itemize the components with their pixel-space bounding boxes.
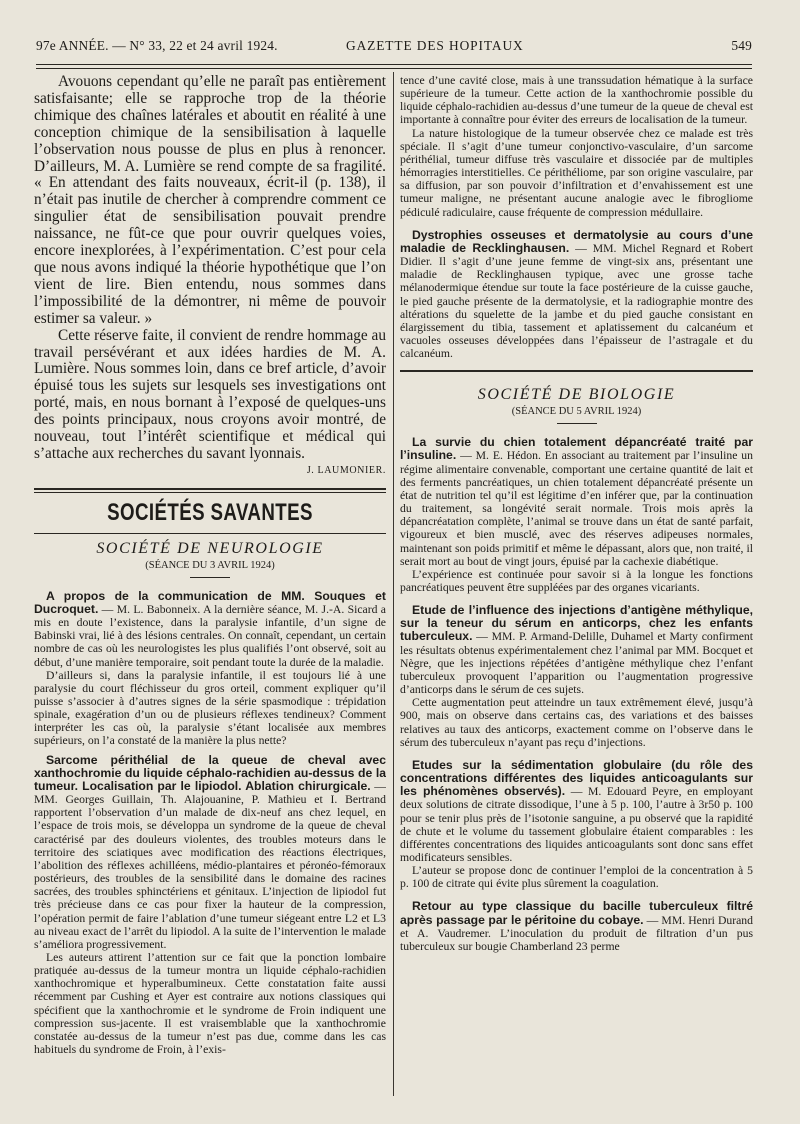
report-paragraph: Dystrophies osseuses et dermatolysie au cours d’une maladie de Recklinghausen. — MM. Michel Regnard et Robert Didier. Il s’agit d’une jeune femme de vingt-six ans, présentant une maladie de Recklinghausen typique, avec une grosse tache mélanodermique étendue sur toute la face postérieure de la cuisse gauche, le pied gauche présente de la dermatolysie, et la radiographie montre des altérations du squelette de la jambe et du pied gauche consistant en élargissement du tibia, tassement et aplatissement du calcanéum et vacuoles osseuses développées dans l’épaisseur de l’astragale et du calcanéum.	[400, 227, 753, 361]
section-rule-thin	[34, 533, 386, 534]
report-title: Sarcome périthélial de la queue de cheval avec xanthochromie du liquide céphalo-rachidien au-dessus de la tumeur. Localisation par le lipiodol. Ablation chirurgicale.	[34, 752, 386, 793]
report-title: Retour au type classique du bacille tuberculeux filtré après passage par le péritoine du cobaye.	[400, 899, 753, 927]
issue-info: 97e ANNÉE. — N° 33, 22 et 24 avril 1924.	[36, 38, 278, 53]
society-reports	[34, 590, 386, 1056]
section-rule-thin	[34, 492, 386, 493]
report-paragraph: Etude de l’influence des injections d’antigène méthylique, sur la teneur du sérum en anticorps, chez les enfants tuberculeux. — MM. P. Armand-Delille, Duhamel et Marty confirment les résultats obtenus expérimentalement chez l’animal par MM. Bocquet et Nègre, que les injections répétées d’antigène méthylique chez l’enfant tuberculeux provoquent l’apparition ou l’augmentation progressive d’anticorps dans le sérum de ces sujets.	[400, 603, 753, 697]
society-title: SOCIÉTÉ DE BIOLOGIE	[477, 386, 676, 404]
header-rule	[36, 64, 752, 65]
paragraph: D’ailleurs si, dans la paralysie infantile, il est toujours lié à une paralysie du court fléchisseur du gros orteil, comment expliquer qu’il puisse s’associer à d’autres signes de la série spasmodique : trépidation spinale, exagération d’un ou de plusieurs réflexes tendineux? Comment interpréter les cas où, la paralysie s’étant localisée aux membres supérieurs, on l’a constaté de la manière la plus nette?	[34, 668, 386, 748]
report-paragraph: La survie du chien totalement dépancréaté traité par l’insuline. — M. E. Hédon. En associant au traitement par l’insuline un régime alimentaire convenable, comportant une certaine quantité de lait et des ferments pancréatiques, un chien totalement dépancréaté présente un état de nutrition tel qu’il est légitime d’en inférer que, par la continuation du traitement, sa longévité serait normale. Trois mois après la dépancréatation complète, l’animal se trouve dans un état de santé parfait, vigoureux et bien musclé, avec des réserves adipeuses normales, maintenant son poids primitif et même le dépassant, alors que, non traité, il serait mort au bout de vingt jours, épuisé par la cachexie diabétique.	[400, 435, 753, 568]
report-title: Etude de l’influence des injections d’antigène méthylique, sur la teneur du sérum en anticorps, chez les enfants tuberculeux.	[400, 603, 753, 644]
paragraph: Les auteurs attirent l’attention sur ce fait que la ponction lombaire pratiquée au-dessus de la tumeur montra un liquide céphalo-rachidien xanthochromique et hyperalbumineux. Cette constatation faite aussi récemment par Cushing et Ayer est contraire aux notions classiques qui spécifient que la xanthochromie et le syndrome de Froin indiquent une compression sus-jacente. Il est vraisemblable que la xanthochromie constatée au-dessus de la tumeur n’est pas due, comme dans les cas habituels du syndrome de Froin, à l’exis-	[34, 950, 386, 1057]
session-date: (SÉANCE DU 3 AVRIL 1924)	[145, 559, 275, 571]
header-rule-thin	[36, 68, 752, 69]
section-rule	[34, 488, 386, 490]
journal-title: GAZETTE DES HOPITAUX	[346, 38, 524, 53]
paragraph: La nature histologique de la tumeur observée chez ce malade est très spéciale. Il s’agit d’une tumeur conjonctivo-vasculaire, d’un sarcome périthélial, tumeur diffuse très vasculaire et dissociée par de multiples hémorragies interstitielles. Ce périthéliome, par son origine vasculaire, par sa diffusion, par son pouvoir d’infiltration et d’envahissement est une tumeur maligne, ne présentant aucune analogie avec le fibrogliome pédiculé radiculaire, cause fréquente de compression médullaire.	[400, 126, 753, 219]
column-divider	[393, 72, 394, 1096]
right-column	[400, 74, 753, 1096]
paragraph: Avouons cependant qu’elle ne paraît pas entièrement satisfaisante; elle se rapproche trop de la théorie chimique des chaînes latérales et aboutit en réalité à une conception chimique de la sensibilisation à laquelle l’observation nous pousse de plus en plus à renoncer. D’ailleurs, M. A. Lumière se rend compte de sa fragilité. « En attendant des faits nouveaux, écrit-il (p. 138), il n’était pas inutile de chercher à comprendre comment ce singulier état de sensibilisation pouvait prendre naissance, ne fût-ce que pour ouvrir quelques voies, encore inexplorées, à l’expérimentation. C’est pour cela que nous avons indiqué la théorie hypothétique que l’on vient de lire. Bien entendu, nous sommes dans l’impossibilité de la démontrer, ni même de pouvoir estimer sa valeur. »	[34, 74, 386, 327]
report-paragraph: A propos de la communication de MM. Souques et Ducroquet. — M. L. Babonneix. A la dernière séance, M. J.-A. Sicard a mis en doute l’existence, dans la paralysie infantile, d’un signe de Babinski vrai, lié à des lésions centrales. On connaît, cependant, un certain nombre de cas où les neurologistes les plus qualifiés l’ont observé, soit au début, d’une manière temporaire, soit pendant toute la durée de la maladie.	[34, 588, 386, 669]
paragraph: Cette augmentation peut atteindre un taux extrêmement élevé, jusqu’à 900, mais on observe dans certains cas, des variations et des baisses relatives au taux des anticorps, exactement comme on l’observe dans le sérum des tuberculeux n’ayant pas reçu d’injections.	[400, 696, 753, 749]
society-title: SOCIÉTÉ DE NEUROLOGIE	[96, 539, 324, 557]
report-title: A propos de la communication de MM. Souques et Ducroquet.	[34, 588, 386, 616]
page-number: 549	[731, 38, 752, 53]
author-signature: J. LAUMONIER.	[306, 464, 386, 476]
report-title: Etudes sur la sédimentation globulaire (du rôle des concentrations différentes des liquides anticoagulants sur les phénomènes observés).	[400, 757, 753, 799]
society-reports	[400, 436, 753, 953]
short-rule	[190, 577, 230, 578]
short-rule	[557, 423, 597, 424]
section-title: SOCIÉTÉS SAVANTES	[107, 498, 313, 526]
paragraph: Cette réserve faite, il convient de rendre hommage au travail persévérant et aux idées hardies de M. A. Lumière. Nous sommes loin, dans ce bref article, d’avoir épuisé tous les sujets sur lesquels ses investigations ont porté, mais, en nous bornant à l’exposé de quelques-uns des points principaux, nous croyons avoir montré, de nouveau, tout l’intérêt scientifique et médical qui s’attache aux recherches du savant lyonnais.	[34, 326, 386, 462]
continued-report	[400, 74, 753, 360]
report-title: Dystrophies osseuses et dermatolysie au cours d’une maladie de Recklinghausen.	[400, 227, 753, 255]
session-date: (SÉANCE DU 5 AVRIL 1924)	[511, 406, 642, 418]
article-conclusion	[34, 74, 386, 480]
section-rule	[400, 370, 753, 372]
report-paragraph: Etudes sur la sédimentation globulaire (du rôle des concentrations différentes des liquides anticoagulants sur les phénomènes observés). — M. Edouard Peyre, en employant deux solutions de citrate dissodique, l’une à 5 p. 100, l’autre à 3r50 p. 100 pour se tenir plus près de l’isotonie sanguine, a pu observé que la rapidité de chute et le volume du tassement globulaire étaient comparables : les différentes concentrations des liquides anticoagulants sont donc sans effet modificateurs sensibles.	[400, 757, 753, 864]
paragraph: L’expérience est continuée pour savoir si à la longue les fonctions pancréatiques peuvent être suppléées par des organes vicariants.	[400, 567, 753, 594]
report-paragraph: Sarcome périthélial de la queue de cheval avec xanthochromie du liquide céphalo-rachidien au-dessus de la tumeur. Localisation par le lipiodol. Ablation chirurgicale. — MM. Georges Guillain, Th. Alajouanine, P. Mathieu et I. Bertrand rapportent l’observation d’un malade de dix-neuf ans chez lequel, en l’espace de trois mois, se développa un syndrome de la queue de cheval caractérisé par des douleurs violentes, des troubles moteurs dans le territoire des sciatiques avec modification des réactions électriques, l’abolition des réflexes achilléens, médio-plantaires et péronéo-fémoraux postérieurs, des troubles de la sensibilité dans le domaine des racines sacrées, des troubles sphinctériens et génitaux. L’injection de lipiodol fut très précieuse dans ce cas pour fixer la hauteur de la compression, l’opération permit de faire l’ablation d’une tumeur siégeant entre L2 et L3 au niveau exact de l’arrêt du lipiodol. A la suite de l’intervention le malade s’améliora progressivement.	[34, 752, 386, 951]
paragraph: L’auteur se propose donc de continuer l’emploi de la concentration à 5 p. 100 de citrate qui évite plus sûrement la coagulation.	[400, 864, 753, 891]
left-column	[34, 74, 386, 1096]
paragraph: tence d’une cavité close, mais à une transsudation hématique à la surface supérieure de la tumeur. Cette action de la xanthochromie possible du liquide céphalo-rachidien au-dessus d’une tumeur de la queue de cheval est importante à connaître pour éviter des erreurs de localisation de la tumeur.	[400, 74, 753, 127]
report-paragraph: Retour au type classique du bacille tuberculeux filtré après passage par le péritoine du cobaye. — MM. Henri Durand et A. Vaudremer. L’inoculation du produit de filtration d’un pus tuberculeux sur bougie Chamberland 23 perme	[400, 899, 753, 953]
page-header	[36, 38, 752, 60]
report-title: La survie du chien totalement dépancréaté traité par l’insuline.	[400, 435, 753, 463]
